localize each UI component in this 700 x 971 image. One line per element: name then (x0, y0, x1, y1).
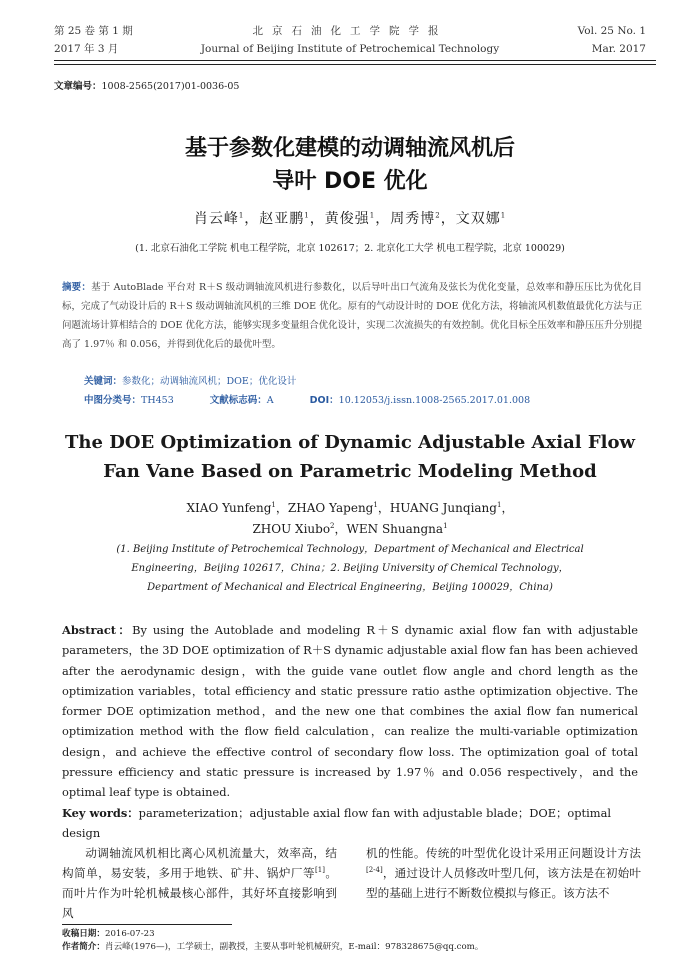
header-date-cn: 2017 年 3 月 (54, 43, 119, 55)
doi-label: DOI： (309, 395, 339, 406)
author-sup: 1 (443, 522, 448, 530)
en-keywords (62, 803, 638, 843)
header-rule-thick (54, 60, 656, 61)
cn-author: 黄俊强 (324, 211, 370, 227)
cn-author: 肖云峰 (193, 211, 239, 227)
en-author: HUANG Junqiang (389, 501, 497, 515)
header-rule-thin (54, 64, 656, 65)
cn-abstract-label: 摘要： (62, 282, 92, 293)
body-column-left (62, 843, 337, 923)
article-number-label: 文章编号： (54, 81, 102, 92)
en-abstract (62, 620, 638, 803)
header-volume: 第 25 卷 第 1 期 (54, 25, 133, 37)
body-text: ，通过设计人员修改叶型几何，该方法是在初始叶型的基础上进行不断数位模拟与修正。该方法不 (366, 866, 641, 900)
received-label: 收稿日期： (62, 929, 105, 939)
classification-line (84, 391, 604, 410)
footnote-rule (62, 924, 232, 925)
cn-author: 文双娜 (455, 211, 501, 227)
cn-keywords-text: 参数化；动调轴流风机；DOE；优化设计 (122, 376, 297, 387)
body-text: 动调轴流风机相比离心风机流量大，效率高，结构简单，易安装，多用于地铁、矿井、锅炉厂等 (62, 846, 337, 880)
header-journal-en: Journal of Beijing Institute of Petrochemical Technology (200, 43, 500, 55)
header-vol-no: Vol. 25 No. 1 (577, 25, 646, 37)
cn-title-line1: 基于参数化建模的动调轴流风机后 (184, 136, 515, 161)
author-sup: 2 (330, 522, 335, 530)
footnote (62, 928, 483, 954)
author-sep: ， (309, 211, 325, 227)
header-journal (54, 22, 646, 58)
author-sup: 1 (496, 501, 502, 509)
author-sep: ， (275, 501, 288, 515)
article-number (54, 78, 239, 92)
author-sup: 1 (369, 211, 376, 220)
cn-authors (40, 208, 660, 228)
cn-title (40, 132, 660, 198)
article-number-value: 1008-2565(2017)01-0036-05 (101, 81, 240, 92)
running-header (54, 22, 646, 62)
doc-code-value: A (266, 395, 274, 406)
cn-keywords-label: 关键词： (84, 376, 123, 387)
cn-author: 周秀博 (390, 211, 436, 227)
en-author: XIAO Yunfeng (186, 501, 272, 515)
cn-keywords (84, 372, 296, 391)
footnote-received (62, 928, 483, 941)
author-sup: 1 (373, 501, 378, 509)
body-text: 。而叶片作为叶轮机械最核心部件，其好坏直接影响到风 (62, 866, 337, 920)
en-author: ZHAO Yapeng (287, 501, 374, 515)
header-journal-cn: 北京石油化工学院学报 (252, 25, 448, 37)
en-author: WEN Shuangna (346, 522, 444, 536)
en-affiliation (40, 540, 660, 597)
clc-label: 中图分类号： (84, 395, 142, 406)
cn-title-line2: 导叶 DOE 优化 (272, 169, 428, 194)
en-affiliation-line2: Engineering，Beijing 102617，China；2. Beijing University of Chemical Technology， (131, 563, 569, 574)
citation-ref[interactable]: [2-4] (366, 866, 383, 875)
clc-value: TH453 (141, 395, 174, 406)
author-sup: 1 (271, 501, 276, 509)
en-affiliation-line3: Department of Mechanical and Electrical Engineering，Beijing 100029，China) (147, 582, 553, 593)
author-sup: 2 (435, 211, 441, 220)
author-sep: ， (377, 501, 390, 515)
footnote-author (62, 941, 483, 954)
en-affiliation-line1: (1. Beijing Institute of Petrochemical Technology，Department of Mechanical and Electrical (116, 544, 584, 555)
en-keywords-text: parameterization；adjustable axial flow fan with adjustable blade；DOE；optimal design (62, 806, 612, 840)
header-volume-en (578, 22, 646, 58)
received-value: 2016-07-23 (104, 929, 155, 939)
cn-author: 赵亚鹏 (259, 211, 305, 227)
cn-affiliation: (1. 北京石油化工学院 机电工程学院，北京 102617；2. 北京化工大学 机电工程学院，北京 100029) (135, 243, 565, 254)
author-bio-text: 肖云峰(1976—)，工学硕士，副教授，主要从事叶轮机械研究，E-mail：978328675@qq.com。 (104, 942, 484, 952)
en-abstract-text: By using the Autoblade and modeling R＋S dynamic axial flow fan with adjustable parameters，the 3D DOE optimization of R＋S dynamic adjustable axial flow fan has been achieved after the aerodynamic design，with the guide vane outlet flow angle and chord length as the optimization variables，total efficiency and static pressure ratio asthe optimization objective. The former DOE optimization method，and the new one that combines the axial flow fan numerical optimization method with the flow field calculation，can realize the multi-variable optimization design，and achieve the effective control of secondary flow loss. The optimization goal of total pressure efficiency and static pressure is increased by 1.97％ and 0.056 respectively，and the optimal leaf type is obtained. (62, 623, 638, 800)
en-authors-line2 (40, 519, 660, 540)
body-column-right (366, 843, 641, 903)
author-sup: 1 (304, 211, 310, 220)
en-authors (40, 498, 660, 540)
en-abstract-label: Abstract： (62, 623, 133, 637)
en-title-line2: Fan Vane Based on Parametric Modeling Method (103, 461, 597, 482)
en-title (40, 428, 660, 486)
author-sep: ， (244, 211, 260, 227)
citation-ref[interactable]: [1] (315, 866, 325, 875)
author-sup: 1 (500, 211, 507, 220)
doc-code-label: 文献标志码： (209, 395, 267, 406)
en-title-line1: The DOE Optimization of Dynamic Adjustable Axial Flow (65, 432, 635, 453)
header-date-en: Mar. 2017 (591, 43, 646, 55)
en-author: ZHOU Xiubo (252, 522, 331, 536)
body-text: 机的性能。传统的叶型优化设计采用正问题设计方法 (366, 846, 641, 860)
en-keywords-label: Key words： (62, 806, 139, 820)
author-sep: ， (440, 211, 456, 227)
author-sep: ， (501, 501, 514, 515)
doi-value[interactable]: 10.12053/j.issn.1008-2565.2017.01.008 (338, 395, 531, 406)
author-sep: ， (334, 522, 347, 536)
en-authors-line1 (40, 498, 660, 519)
author-sep: ， (375, 211, 391, 227)
author-bio-label: 作者简介： (62, 942, 105, 952)
author-sup: 1 (238, 211, 245, 220)
cn-abstract-text: 基于 AutoBlade 平台对 R＋S 级动调轴流风机进行参数化，以后导叶出口气流角及弦长为优化变量，总效率和静压压比为优化目标，完成了气动设计后的 R＋S 级动调轴流风机的三维 DOE 优化。原有的气动设计时的 DOE 优化方法，将轴流风机数值最优化方法与正问题流场计算相结合的 DOE 优化方法，能够实现多变量组合优化设计，实现二次流损失的有效控制。优化目标全压效率和静压压升分别提高了 1.97％ 和 0.056，并得到优化后的最优叶型。 (62, 282, 642, 350)
cn-abstract (62, 278, 642, 354)
